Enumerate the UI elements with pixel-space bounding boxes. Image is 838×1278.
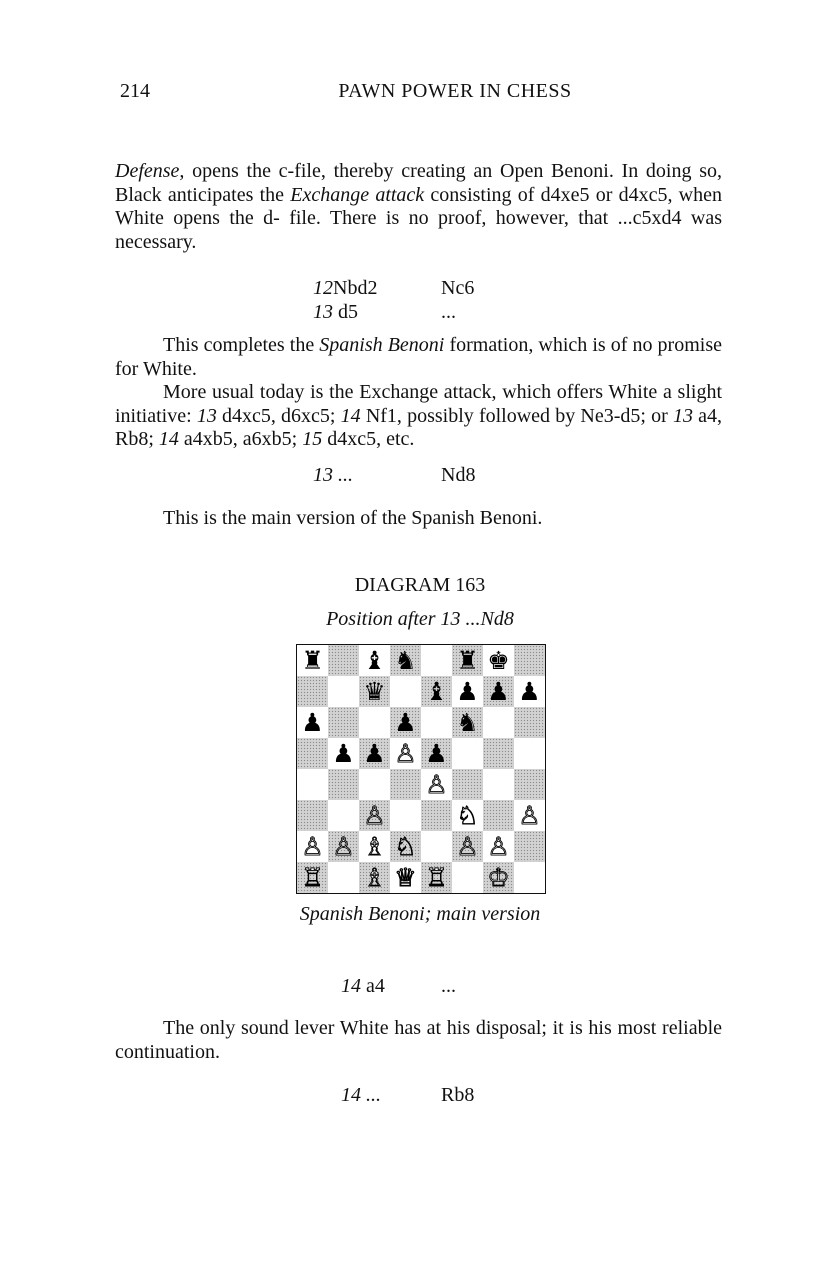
black-rook-icon: ♜	[456, 646, 479, 675]
white-move: d5	[338, 301, 358, 323]
board-square	[483, 831, 514, 862]
white-pawn-icon: ♙	[425, 770, 448, 799]
board-square	[328, 831, 359, 862]
white-pawn-icon: ♙	[518, 801, 541, 830]
white-pawn-icon: ♙	[456, 832, 479, 861]
chess-board	[296, 644, 546, 894]
black-knight-icon: ♞	[456, 708, 479, 737]
white-rook-icon: ♖	[425, 863, 448, 892]
black-move: Nd8	[441, 464, 476, 486]
move-number: 13	[313, 301, 333, 323]
board-square	[328, 645, 359, 676]
white-pawn-icon: ♙	[394, 739, 417, 768]
move-line-12	[313, 276, 377, 300]
board-square	[483, 645, 514, 676]
board-square	[483, 769, 514, 800]
black-pawn-icon: ♟	[394, 708, 417, 737]
black-knight-icon: ♞	[394, 646, 417, 675]
board-square	[359, 800, 390, 831]
move-number: 12	[313, 277, 333, 299]
move-line-14-black	[341, 1083, 381, 1107]
board-square	[452, 707, 483, 738]
board-square	[390, 831, 421, 862]
black-king-icon: ♚	[487, 646, 510, 675]
board-square	[514, 676, 545, 707]
diagram-caption: Spanish Benoni; main version	[299, 903, 541, 925]
board-square	[421, 831, 452, 862]
board-square	[328, 862, 359, 893]
board-square	[421, 800, 452, 831]
board-square	[483, 862, 514, 893]
paragraph-spanish-benoni: This completes the Spanish Benoni formation, which is of no promise for White.	[115, 334, 722, 380]
black-move: Nc6	[441, 277, 475, 299]
black-queen-icon: ♛	[363, 677, 386, 706]
board-square	[297, 645, 328, 676]
board-square	[359, 831, 390, 862]
paragraph-open-benoni: Defense, opens the c-file, thereby creating an Open Benoni. In doing so, Black anticipates the Exchange attack consisting of d4xe5 or d4xc5, when White opens the d- file. There is no proof, however, that ...c5xd4 was necessary.	[115, 160, 722, 253]
board-square	[421, 645, 452, 676]
black-move: ...	[441, 301, 456, 323]
board-square	[514, 831, 545, 862]
board-square	[452, 676, 483, 707]
board-square	[328, 676, 359, 707]
board-square	[390, 645, 421, 676]
move-number: 14 ...	[341, 1084, 381, 1106]
board-square	[452, 645, 483, 676]
white-knight-icon: ♘	[394, 832, 417, 861]
board-square	[514, 707, 545, 738]
board-square	[514, 645, 545, 676]
board-square	[390, 738, 421, 769]
board-square	[390, 862, 421, 893]
black-pawn-icon: ♟	[487, 677, 510, 706]
board-square	[359, 707, 390, 738]
board-square	[328, 800, 359, 831]
board-square	[297, 676, 328, 707]
white-king-icon: ♔	[487, 863, 510, 892]
board-square	[514, 800, 545, 831]
board-square	[359, 645, 390, 676]
black-rook-icon: ♜	[301, 646, 324, 675]
board-square	[452, 738, 483, 769]
board-square	[452, 769, 483, 800]
white-pawn-icon: ♙	[301, 832, 324, 861]
board-square	[297, 862, 328, 893]
paragraph-exchange-attack: More usual today is the Exchange attack, which offers White a slight initiative: 13 d4xc5, d6xc5; 14 Nf1, possibly followed by Ne3-d5; or 13 a4, Rb8; 14 a4xb5, a6xb5; 15 d4xc5, etc.	[115, 381, 722, 450]
board-square	[421, 738, 452, 769]
board-square	[514, 738, 545, 769]
black-pawn-icon: ♟	[456, 677, 479, 706]
board-square	[421, 707, 452, 738]
board-square	[421, 676, 452, 707]
black-pawn-icon: ♟	[332, 739, 355, 768]
board-square	[452, 862, 483, 893]
running-title: PAWN POWER IN CHESS	[338, 80, 572, 102]
white-pawn-icon: ♙	[363, 801, 386, 830]
white-move: a4	[366, 975, 385, 997]
move-number: 13 ...	[313, 464, 353, 486]
white-bishop-icon: ♗	[363, 832, 386, 861]
board-square	[328, 738, 359, 769]
black-pawn-icon: ♟	[518, 677, 541, 706]
move-line-14	[341, 974, 385, 998]
black-move: ...	[441, 975, 456, 997]
board-square	[421, 862, 452, 893]
black-move: Rb8	[441, 1084, 475, 1106]
board-square	[483, 676, 514, 707]
board-square	[359, 676, 390, 707]
white-move: Nbd2	[333, 277, 378, 299]
page-header	[120, 80, 720, 106]
black-pawn-icon: ♟	[425, 739, 448, 768]
black-pawn-icon: ♟	[363, 739, 386, 768]
board-square	[452, 800, 483, 831]
paragraph-lever: The only sound lever White has at his disposal; it is his most reliable continuation.	[115, 1017, 722, 1063]
board-square	[514, 862, 545, 893]
board-square	[359, 769, 390, 800]
white-knight-icon: ♘	[456, 801, 479, 830]
board-square	[483, 800, 514, 831]
black-bishop-icon: ♝	[363, 646, 386, 675]
board-square	[297, 707, 328, 738]
board-square	[359, 862, 390, 893]
black-bishop-icon: ♝	[425, 677, 448, 706]
board-square	[359, 738, 390, 769]
board-square	[297, 800, 328, 831]
move-line-13-black	[313, 463, 353, 487]
board-square	[297, 738, 328, 769]
move-number: 14	[341, 975, 361, 997]
diagram-title: DIAGRAM 163	[354, 574, 486, 596]
white-rook-icon: ♖	[301, 863, 324, 892]
page-number: 214	[120, 80, 150, 102]
board-square	[390, 769, 421, 800]
board-square	[514, 769, 545, 800]
board-square	[421, 769, 452, 800]
board-square	[328, 769, 359, 800]
board-square	[390, 676, 421, 707]
white-bishop-icon: ♗	[363, 863, 386, 892]
board-square	[483, 738, 514, 769]
board-square	[297, 831, 328, 862]
white-pawn-icon: ♙	[332, 832, 355, 861]
board-square	[483, 707, 514, 738]
move-line-13	[313, 300, 358, 324]
diagram-subtitle: Position after 13 ...Nd8	[326, 608, 514, 630]
white-queen-icon: ♕	[394, 863, 417, 892]
board-square	[390, 800, 421, 831]
board-square	[297, 769, 328, 800]
paragraph-main-version: This is the main version of the Spanish Benoni.	[163, 507, 543, 529]
board-square	[390, 707, 421, 738]
board-square	[452, 831, 483, 862]
board-square	[328, 707, 359, 738]
black-pawn-icon: ♟	[301, 708, 324, 737]
white-pawn-icon: ♙	[487, 832, 510, 861]
